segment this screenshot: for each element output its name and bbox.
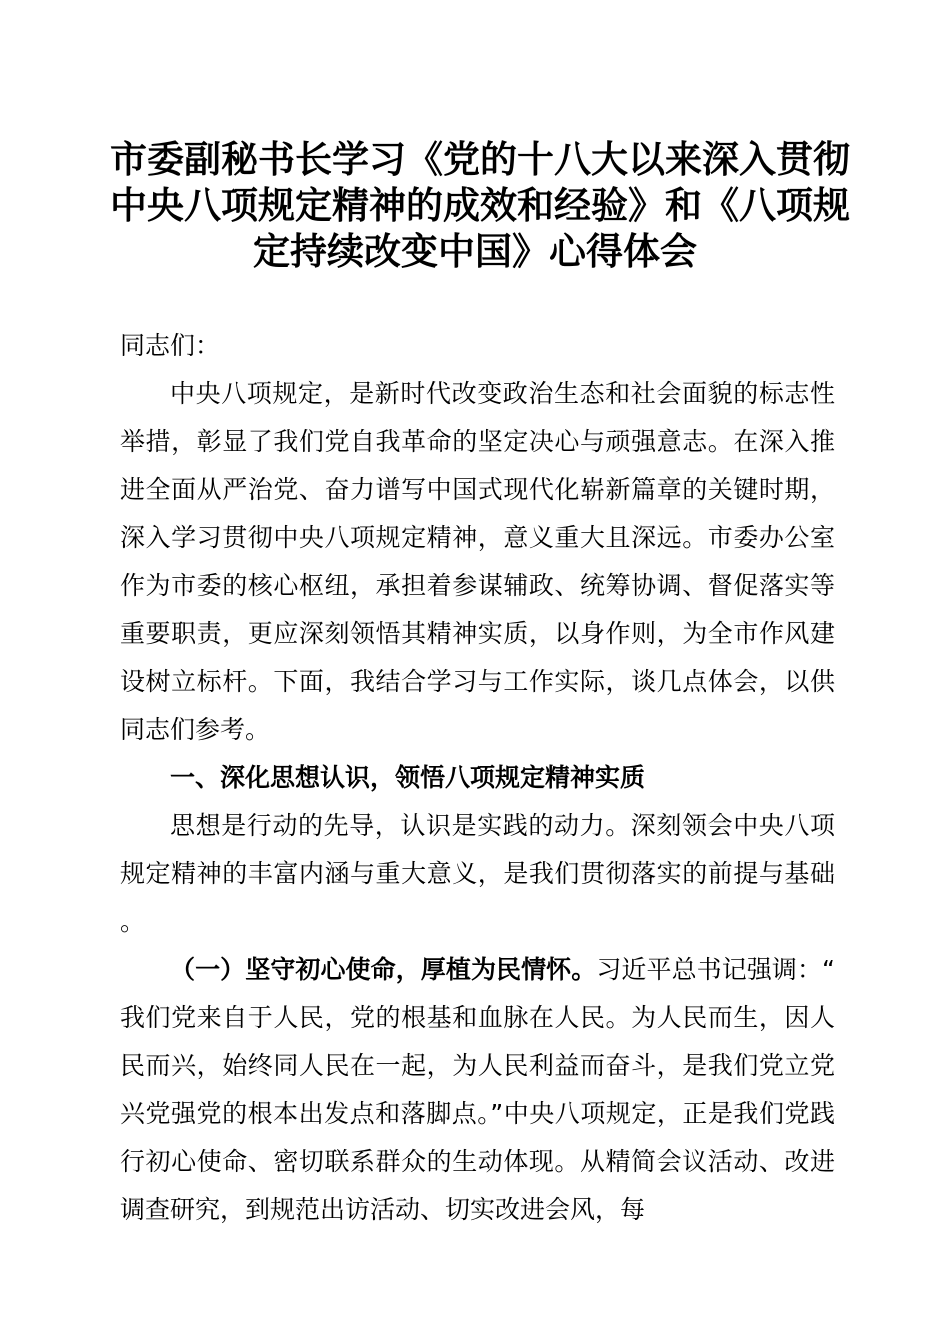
- subsection-1-paragraph: [120, 946, 835, 1234]
- section-1-paragraph: 思想是行动的先导，认识是实践的动力。深刻领会中央八项规定精神的丰富内涵与重大意义，是我们贯彻落实的前提与基础。: [120, 811, 835, 936]
- title-line-3: 定持续改变中国》心得体会: [253, 229, 697, 273]
- title-line-2: 中央八项规定精神的成效和经验》和《八项规: [110, 183, 850, 227]
- intro-paragraph: 中央八项规定，是新时代改变政治生态和社会面貌的标志性举措，彰显了我们党自我革命的坚定决心与顽强意志。在深入推进全面从严治党、奋力谱写中国式现代化崭新篇章的关键时期，深入学习贯彻中央八项规定精神，意义重大且深远。市委办公室作为市委的核心枢纽，承担着参谋辅政、统筹协调、督促落实等重要职责，更应深刻领悟其精神实质，以身作则，为全市作风建设树立标杆。下面，我结合学习与工作实际，谈几点体会，以供同志们参考。: [120, 379, 835, 744]
- document-body: [120, 322, 835, 1234]
- subsection-1-lead: （一）坚守初心使命，厚植为民情怀。: [170, 955, 597, 984]
- document-title: [110, 136, 850, 274]
- salutation: 同志们：: [120, 331, 221, 360]
- subsection-1-body: 习近平总书记强调：“我们党来自于人民，党的根基和血脉在人民。为人民而生，因人民而兴，始终同人民在一起，为人民利益而奋斗，是我们党立党兴党强党的根本出发点和落脚点。”中央八项规定，正是我们党践行初心使命、密切联系群众的生动体现。从精简会议活动、改进调查研究，到规范出访活动、切实改进会风，每: [120, 955, 835, 1224]
- section-1-heading: 一、深化思想认识，领悟八项规定精神实质: [170, 763, 646, 792]
- title-line-1: 市委副秘书长学习《党的十八大以来深入贯彻: [110, 137, 850, 181]
